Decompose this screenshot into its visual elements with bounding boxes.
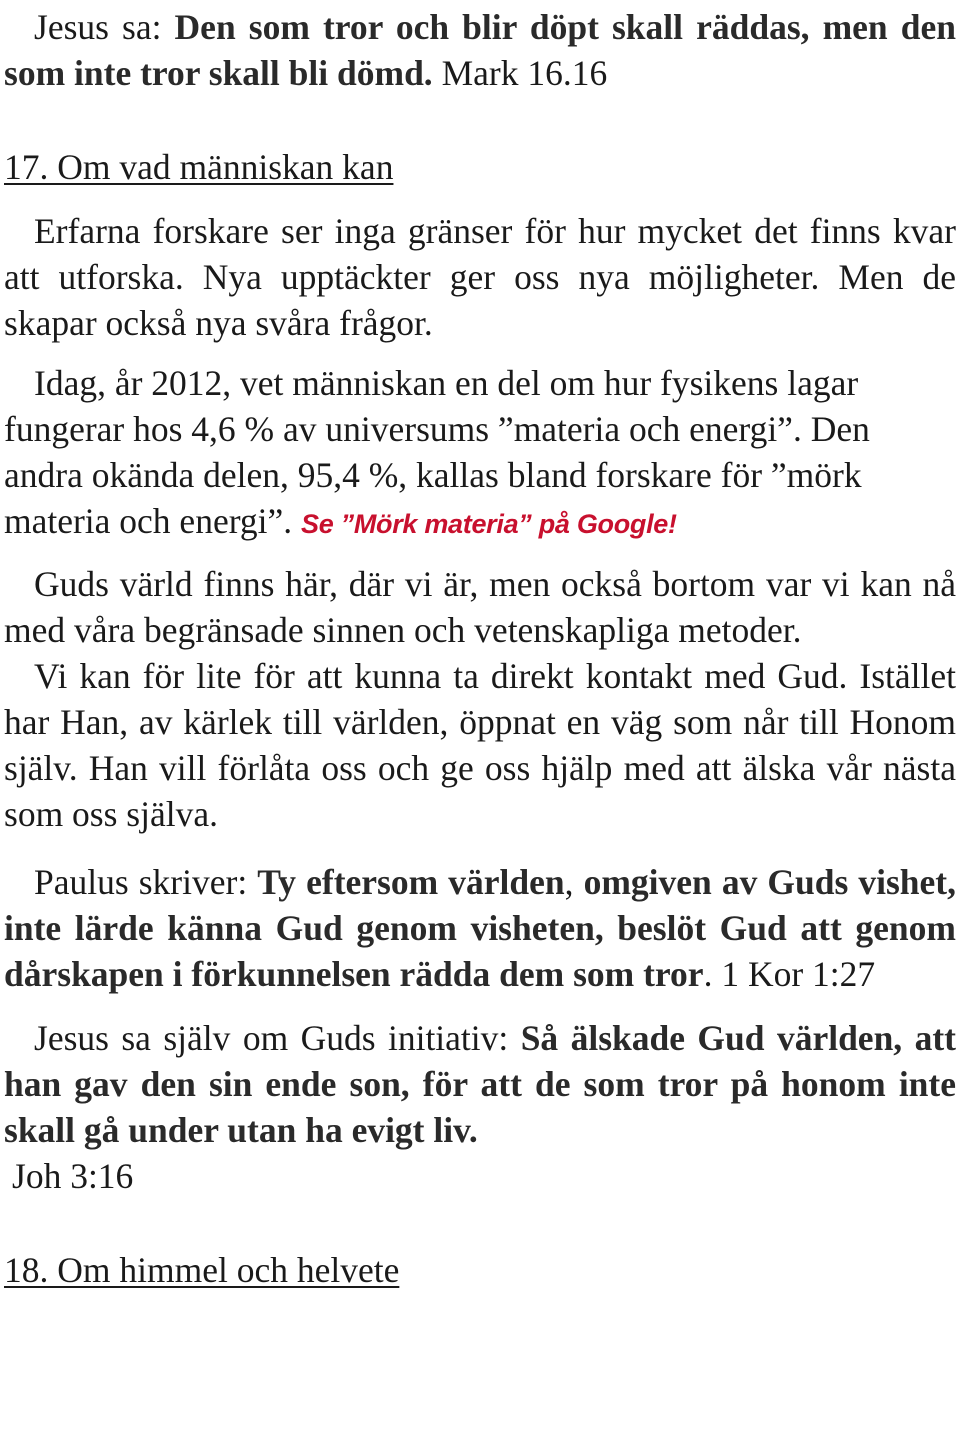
intro-quote: Den som tror och blir döpt skall räddas, men den som inte tror skall bli dömd. <box>4 7 956 93</box>
paragraph-contact-god: Vi kan för lite för att kunna ta direkt kontakt med Gud. Istället har Han, av kärlek till världen, öppnat en väg som når till Honom själv. Han vill förlåta oss och ge oss hjälp med att älska vår nästa som oss själva. <box>4 656 956 834</box>
intro-ref: Mark 16.16 <box>432 53 608 93</box>
paulus-ref: . 1 Kor 1:27 <box>703 954 876 994</box>
dark-matter-text: Idag, år 2012, vet människan en del om hur fysikens lagar fungerar hos 4,6 % av universums ”materia och energi”. Den andra okända delen, 95,4 %, kallas bland forskare för ”mörk materia och energi”. <box>4 363 870 541</box>
intro-verse <box>4 4 956 96</box>
section-18-heading: 18. Om himmel och helvete <box>4 1250 400 1290</box>
paulus-comma: , <box>564 862 584 902</box>
paulus-quote-b: omgiven av Guds vishet, inte lärde känna Gud genom visheten, beslöt Gud att genom dårskapen i förkunnelsen rädda dem som tror <box>4 862 956 994</box>
paragraph-john-316 <box>4 1015 956 1153</box>
john-lead: Jesus sa själv om Guds initiativ: <box>34 1018 521 1058</box>
paragraph-gods-world: Guds värld finns här, där vi är, men också bortom var vi kan nå med våra begränsade sinnen och vetenskapliga metoder. <box>4 564 956 650</box>
john-ref: Joh 3:16 <box>12 1156 134 1196</box>
paulus-quote-a: Ty eftersom världen <box>257 862 565 902</box>
intro-lead: Jesus sa: <box>34 7 175 47</box>
paragraph-dark-matter <box>4 360 956 547</box>
paragraph-paulus <box>4 859 956 997</box>
john-quote: Så älskade Gud världen, att han gav den sin ende son, för att de som tror på honom inte skall gå under utan ha evigt liv. <box>4 1018 956 1150</box>
google-search-link[interactable]: Se ”Mörk materia” på Google! <box>301 509 677 539</box>
paragraph-researchers: Erfarna forskare ser inga gränser för hur mycket det finns kvar att utforska. Nya upptäckter ger oss nya möjligheter. Men de skapar också nya svåra frågor. <box>4 211 956 343</box>
section-17-heading: 17. Om vad människan kan <box>4 147 394 187</box>
document-page <box>4 4 956 1293</box>
paulus-lead: Paulus skriver: <box>34 862 258 902</box>
